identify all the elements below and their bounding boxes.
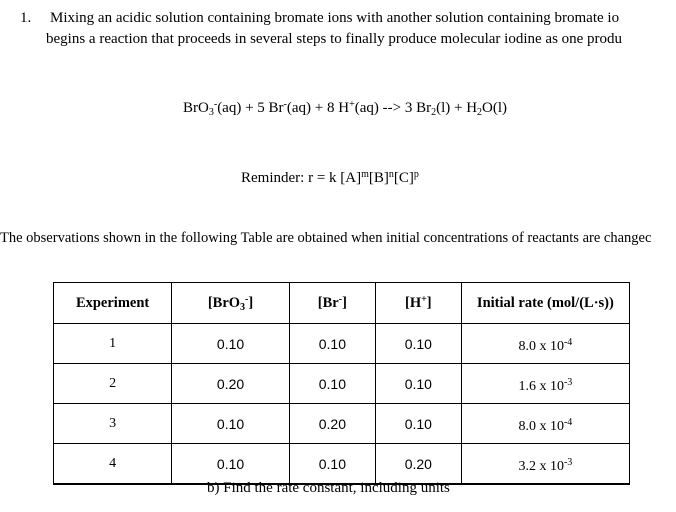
- rate-law-reminder: Reminder: r = k $[A]^m[B]^n[C]^p$: [241, 169, 419, 186]
- table-row: 1 0.10 0.10 0.10 8.0 x $10^{-4}$: [54, 324, 630, 364]
- rate-data-table: [53, 282, 630, 485]
- part-b-question: b) Find the rate constant, including units: [207, 480, 450, 496]
- header-experiment: Experiment: [54, 283, 172, 324]
- question-line-1: Mixing an acidic solution containing bromate ions with another solution containing bromate io: [50, 10, 620, 26]
- table-header-row: [54, 283, 630, 324]
- observation-text: The observations shown in the following Table are obtained when initial concentrations of reactants are changec: [0, 230, 652, 246]
- header-bro3: [BrO$_3$-]: [172, 283, 290, 324]
- header-initial-rate: Initial rate (mol/(L·s)): [461, 283, 629, 324]
- header-br: [Br-]: [289, 283, 375, 324]
- table-row: 3 0.10 0.20 0.10 8.0 x $10^{-4}$: [54, 404, 630, 444]
- chemical-equation: BrO$_3$-(aq) + 5 Br-(aq) + 8 H+(aq) --> 3 $Br_2(l) + H_2O(l)$: [183, 99, 508, 118]
- question-number: 1.: [20, 10, 32, 26]
- header-h: [H+]: [375, 283, 461, 324]
- question-line-2: begins a reaction that proceeds in several steps to finally produce molecular iodine as one produ: [46, 31, 623, 47]
- table-row: 4 0.10 0.10 0.20 3.2 x $10^{-3}$: [54, 444, 630, 485]
- table-row: 2 0.20 0.10 0.10 1.6 x $10^{-3}$: [54, 364, 630, 404]
